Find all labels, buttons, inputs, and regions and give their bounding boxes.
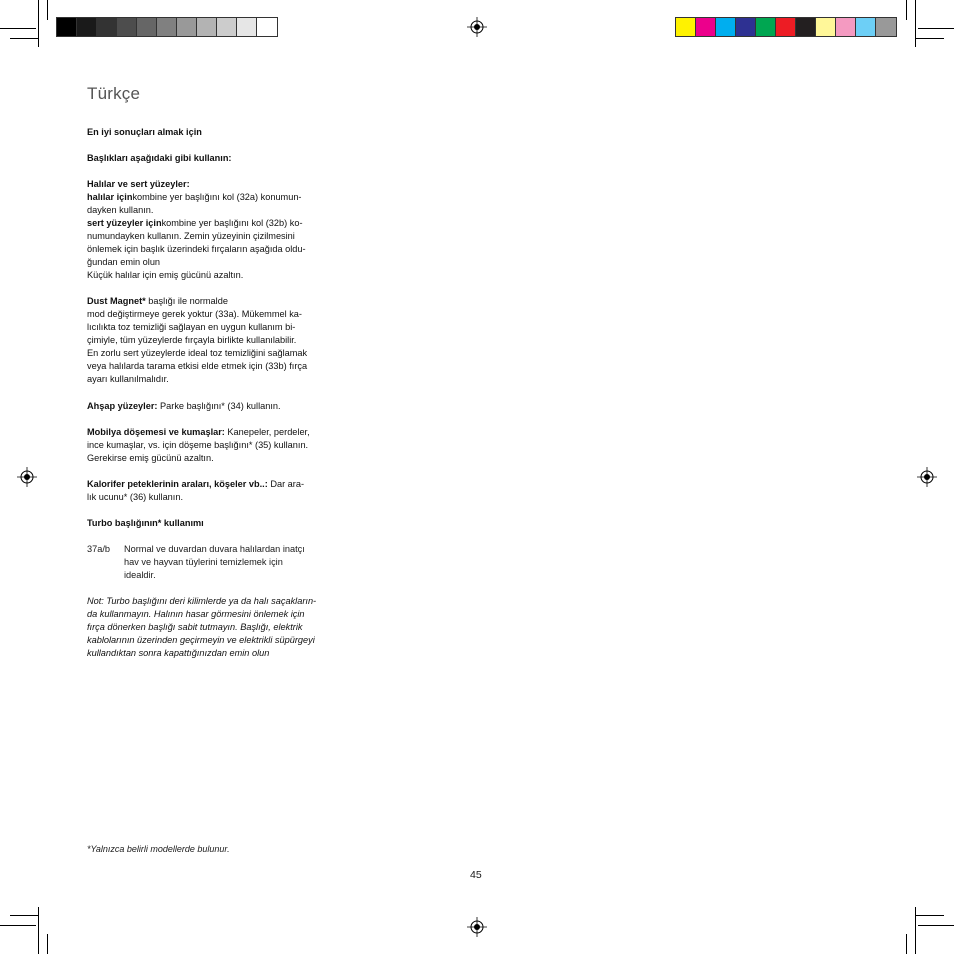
color-swatch [237,18,257,36]
registration-mark-icon [467,917,487,937]
process-color-bar [675,17,897,37]
carpets-paragraph: Halılar ve sert yüzeyler: halılar içinkombine yer başlığını kol (32a) konumun- dayken kullanın. sert yüzeyler içinkombine yer başlığını kol (32b) ko- numundayken kullanın. Zemin yüzeyinin çizilmesini önlemek için başlık üzerindeki fırçaların aşağıda oldu- ğundan emin olun Küçük halılar için emiş gücünü azaltın. [87,179,306,280]
color-swatch [876,18,896,36]
color-swatch [77,18,97,36]
color-swatch [157,18,177,36]
crop-mark [906,0,907,20]
furniture-paragraph: Mobilya döşemesi ve kumaşlar: Kanepeler, perdeler, ince kumaşlar, vs. için döşeme başlığını* (35) kullanın. Gerekirse emiş gücünü azaltın. [87,427,310,463]
crop-mark [906,934,907,954]
wood-surfaces-paragraph: Ahşap yüzeyler: Parke başlığını* (34) kullanın. [87,401,281,411]
crop-mark [38,0,39,47]
grayscale-color-bar [56,17,278,37]
color-swatch [856,18,876,36]
color-swatch [217,18,237,36]
crop-mark [916,915,944,916]
color-swatch [177,18,197,36]
color-swatch [796,18,816,36]
color-swatch [197,18,217,36]
page-number: 45 [470,869,482,881]
step-label: 37a/b [87,544,110,554]
crop-mark [38,907,39,954]
page-heading: Türkçe [87,84,141,103]
crop-mark [47,0,48,20]
step-text: Normal ve duvardan duvara halılardan inatçı hav ve hayvan tüylerini temizlemek için idealdir. [124,544,305,580]
registration-mark-icon [17,467,37,487]
color-swatch [117,18,137,36]
footnote: *Yalnızca belirli modellerde bulunur. [87,844,230,854]
crop-mark [10,915,38,916]
color-swatch [57,18,77,36]
crop-mark [915,0,916,47]
color-swatch [756,18,776,36]
radiator-paragraph: Kalorifer peteklerinin araları, köşeler vb..: Dar ara- lık ucunu* (36) kullanın. [87,479,305,502]
crop-mark [918,925,954,926]
color-swatch [776,18,796,36]
section-title-use-heads: Başlıkları aşağıdaki gibi kullanın: [87,153,232,163]
color-swatch [257,18,277,36]
dust-magnet-paragraph: Dust Magnet* başlığı ile normalde mod değiştirmeye gerek yoktur (33a). Mükemmel ka- lıcılıkta toz temizliği sağlayan en uygun kullanım bi- çimiyle, tüm yüzeylerde fırçayla birlikte kullanılabilir. En zorlu sert yüzeylerde ideal toz temizliğini sağlamak veya halılarda tarama etkisi elde etmek için (33b) fırça ayarı kullanılmalıdır. [87,296,308,384]
registration-mark-icon [917,467,937,487]
turbo-title: Turbo başlığının* kullanımı [87,518,204,528]
color-swatch [137,18,157,36]
color-swatch [816,18,836,36]
crop-mark [916,38,944,39]
section-title-best-results: En iyi sonuçları almak için [87,127,202,137]
crop-mark [918,28,954,29]
color-swatch [716,18,736,36]
color-swatch [736,18,756,36]
crop-mark [10,38,38,39]
color-swatch [676,18,696,36]
note-paragraph: Not: Turbo başlığını deri kilimlerde ya da halı saçakların- da kullanmayın. Halının hasar görmesini önlemek için fırça dönerken başlığı sabit tutmayın. Başlığı, elektrik kablolarının üzerinden geçirmeyin ve elektrikli süpürgeyi kullandıktan sonra kapattığınızdan emin olun [87,596,317,658]
registration-mark-icon [467,17,487,37]
color-swatch [97,18,117,36]
color-swatch [696,18,716,36]
crop-mark [47,934,48,954]
color-swatch [836,18,856,36]
crop-mark [0,925,36,926]
crop-mark [0,28,36,29]
